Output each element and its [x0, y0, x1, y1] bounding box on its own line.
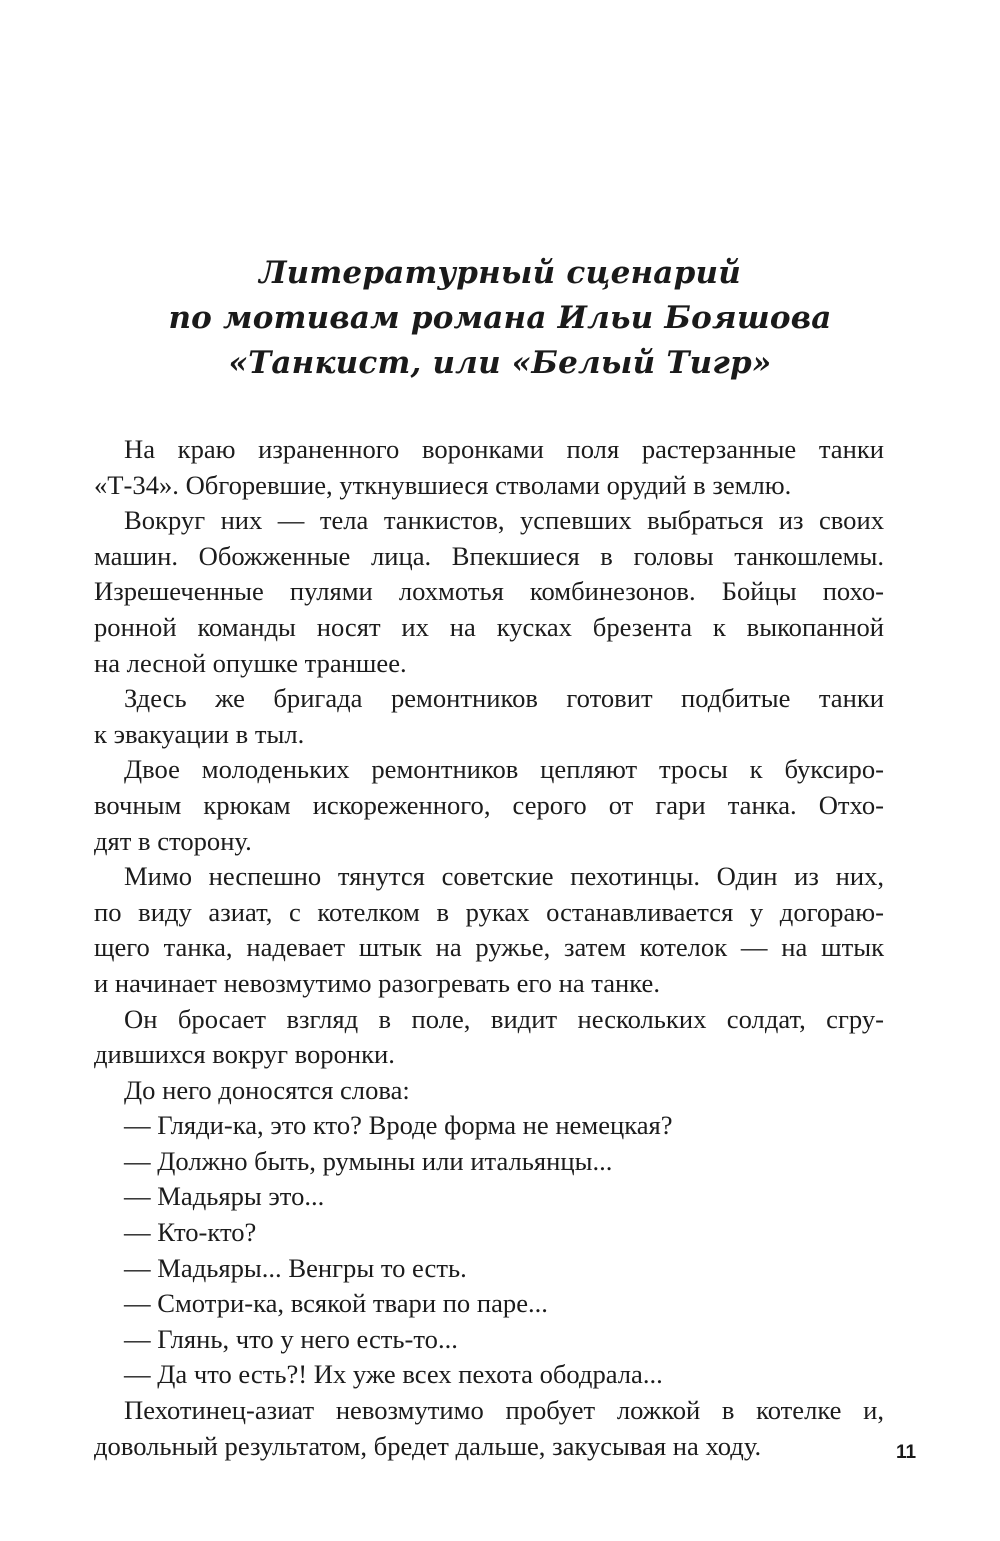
text-line: Вокруг них — тела танкистов, успевших выбраться из своих: [124, 505, 884, 536]
text-line: Пехотинец-азиат невозмутимо пробует ложкой в котелке и,: [124, 1395, 884, 1426]
title-line-3: «Танкист, или «Белый Тигр»: [228, 345, 772, 381]
text-line: Изрешеченные пулями лохмотья комбинезонов. Бойцы похо-: [94, 576, 884, 607]
dialogue-line: — Должно быть, румыны или итальянцы...: [124, 1145, 613, 1176]
text-line: и начинает невозмутимо разогревать его на танке.: [94, 967, 660, 998]
dialogue-line: — Смотри-ка, всякой твари по паре...: [124, 1288, 548, 1319]
text-line: машин. Обожженные лица. Впекшиеся в головы танкошлемы.: [94, 540, 884, 571]
text-line: «Т-34». Обгоревшие, уткнувшиеся стволами орудий в землю.: [94, 469, 792, 500]
text-line: Двое молоденьких ремонтников цепляют тросы к буксиро-: [124, 754, 884, 785]
text-line: ронной команды носят их на кусках брезента к выкопанной: [94, 611, 884, 642]
chapter-title: [0, 251, 1000, 386]
text-line: дят в сторону.: [94, 825, 252, 856]
title-line-1: Литературный сценарий: [259, 255, 741, 291]
dialogue-line: — Да что есть?! Их уже всех пехота ободрала...: [124, 1359, 663, 1390]
text-line: на лесной опушке траншее.: [94, 647, 407, 678]
dialogue-line: — Мадьяры это...: [124, 1181, 325, 1212]
text-line: довольный результатом, бредет дальше, закусывая на ходу.: [94, 1430, 762, 1461]
body-text: [94, 432, 884, 1464]
dialogue-line: — Гляди-ка, это кто? Вроде форма не немецкая?: [124, 1110, 673, 1141]
text-line: по виду азиат, с котелком в руках останавливается у догораю-: [94, 896, 884, 927]
text-line: На краю израненного воронками поля растерзанные танки: [124, 434, 884, 464]
title-line-2: по мотивам романа Ильи Бояшова: [168, 300, 832, 336]
dialogue-line: — Кто-кто?: [124, 1217, 257, 1248]
dialogue-line: — Мадьяры... Венгры то есть.: [124, 1252, 467, 1283]
page-number: 11: [896, 1442, 917, 1463]
text-line: До него доносятся слова:: [124, 1074, 410, 1105]
text-line: щего танка, надевает штык на ружье, затем котелок — на штык: [94, 932, 884, 963]
text-line: Здесь же бригада ремонтников готовит подбитые танки: [124, 683, 884, 714]
text-line: Он бросает взгляд в поле, видит нескольких солдат, сгру-: [124, 1003, 884, 1034]
text-line: дившихся вокруг воронки.: [94, 1039, 395, 1070]
text-line: вочным крюкам искореженного, серого от гари танка. Отхо-: [94, 789, 884, 820]
dialogue-line: — Глянь, что у него есть-то...: [124, 1323, 458, 1354]
text-line: к эвакуации в тыл.: [94, 718, 305, 749]
text-line: Мимо неспешно тянутся советские пехотинцы. Один из них,: [124, 861, 884, 892]
